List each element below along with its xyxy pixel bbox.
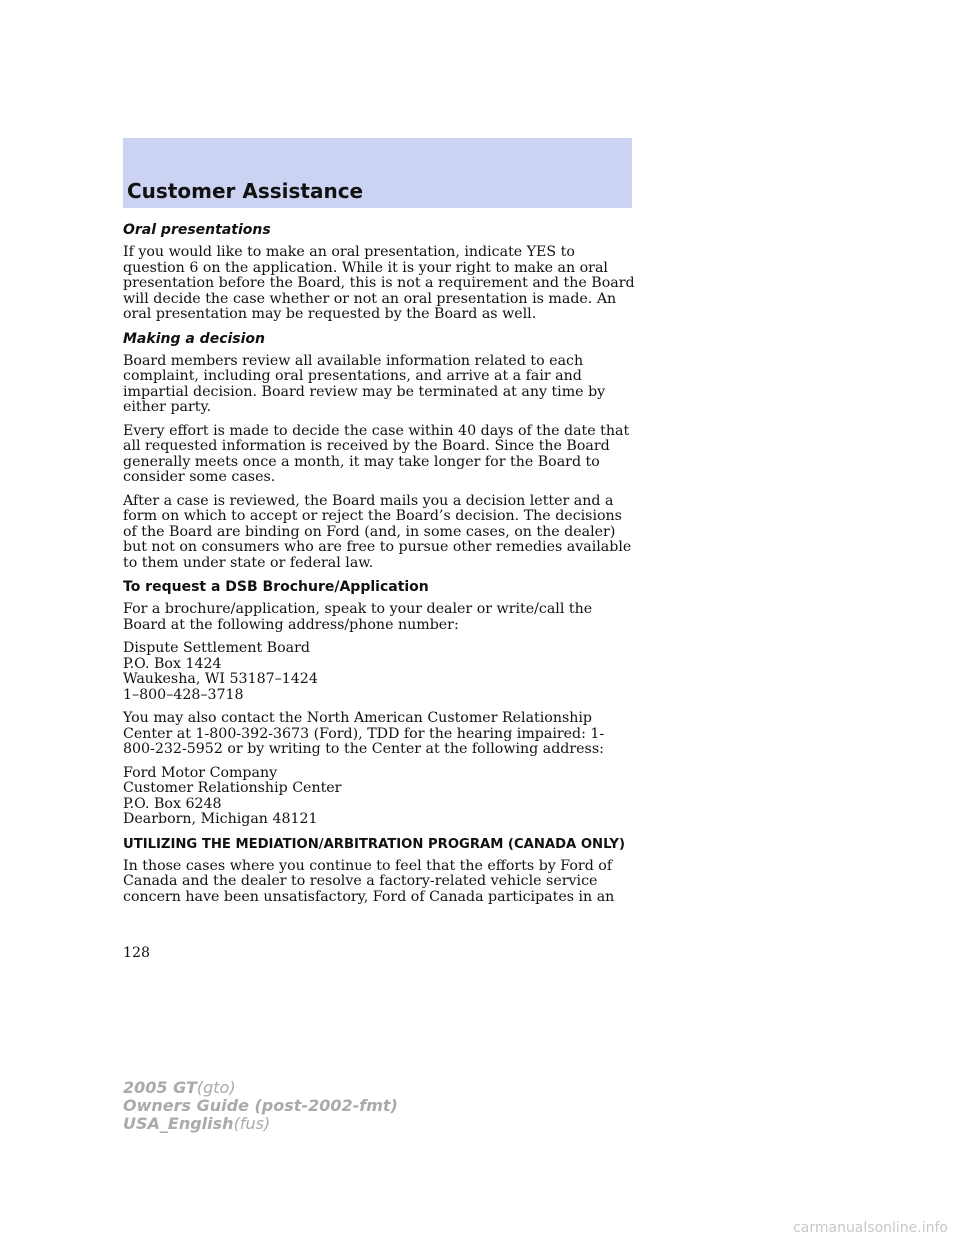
address-line: P.O. Box 1424 (123, 655, 222, 672)
address-line: Dearborn, Michigan 48121 (123, 811, 318, 827)
heading-canada-program: UTILIZING THE MEDIATION/ARBITRATION PROGRAM (CANADA ONLY) (123, 836, 625, 852)
page-number: 128 (123, 945, 151, 961)
paragraph-canada-1: In those cases where you continue to feel that the efforts by Ford of Canada and the dealer to resolve a factory-related vehicle service concern have been unsatisfactory, Ford of Canada participates in an (123, 857, 615, 905)
footer-language: USA_English (123, 1114, 234, 1133)
address-line: Customer Relationship Center (123, 780, 342, 796)
paragraph-decision-2: Every effort is made to decide the case within 40 days of the date that all requested information is received by the Board. Since the Board generally meets once a month, it may take longer for the Board to consider some cases. (123, 422, 630, 485)
header-band (123, 138, 632, 208)
footer-guide: Owners Guide (post-2002-fmt) (123, 1096, 398, 1115)
footer-line-3 (123, 1115, 398, 1133)
page-title: Customer Assistance (127, 179, 364, 203)
paragraph-oral-presentations: If you would like to make an oral presentation, indicate YES to question 6 on the application. While it is your right to make an oral presentation before the Board, this is not a requirement and the Board will decide the case whether or not an oral presentation is made. An oral presentation may be requested by the Board as well. (123, 244, 635, 322)
paragraph-request-2: You may also contact the North American Customer Relationship Center at 1-800-392-3673 (Ford), TDD for the hearing impaired: 1-800-232-5952 or by writing to the Center at the following address: (123, 710, 605, 757)
main-content (123, 222, 635, 913)
paragraph-request-1: For a brochure/application, speak to your dealer or write/call the Board at the following address/phone number: (123, 601, 593, 633)
address-line: Waukesha, WI 53187–1424 (123, 671, 318, 687)
footer-line-1 (123, 1079, 398, 1097)
document-footer (123, 1079, 398, 1133)
watermark-text: carmanualsonline.info (793, 1220, 948, 1236)
address-ford-crc (123, 766, 635, 828)
address-line: Dispute Settlement Board (123, 640, 310, 656)
heading-oral-presentations: Oral presentations (123, 222, 271, 238)
address-dispute-board (123, 641, 635, 703)
heading-request-brochure: To request a DSB Brochure/Application (123, 579, 429, 595)
address-line: Ford Motor Company (123, 764, 278, 781)
paragraph-decision-1: Board members review all available information related to each complaint, including oral presentations, and arrive at a fair and impartial decision. Board review may be terminated at any time by either party. (123, 352, 606, 415)
footer-model-code: (gto) (196, 1078, 236, 1097)
paragraph-decision-3: After a case is reviewed, the Board mails you a decision letter and a form on which to accept or reject the Board’s decision. The decisions of the Board are binding on Ford (and, in some cases, on the dealer) but not on consumers who are free to pursue other remedies available to them under state or federal law. (123, 492, 632, 571)
footer-line-2 (123, 1097, 398, 1115)
heading-making-decision: Making a decision (123, 330, 266, 347)
footer-language-code: (fus) (233, 1114, 271, 1133)
address-line: P.O. Box 6248 (123, 795, 222, 812)
address-phone: 1–800–428–3718 (123, 686, 244, 703)
footer-model: 2005 GT (123, 1078, 197, 1097)
